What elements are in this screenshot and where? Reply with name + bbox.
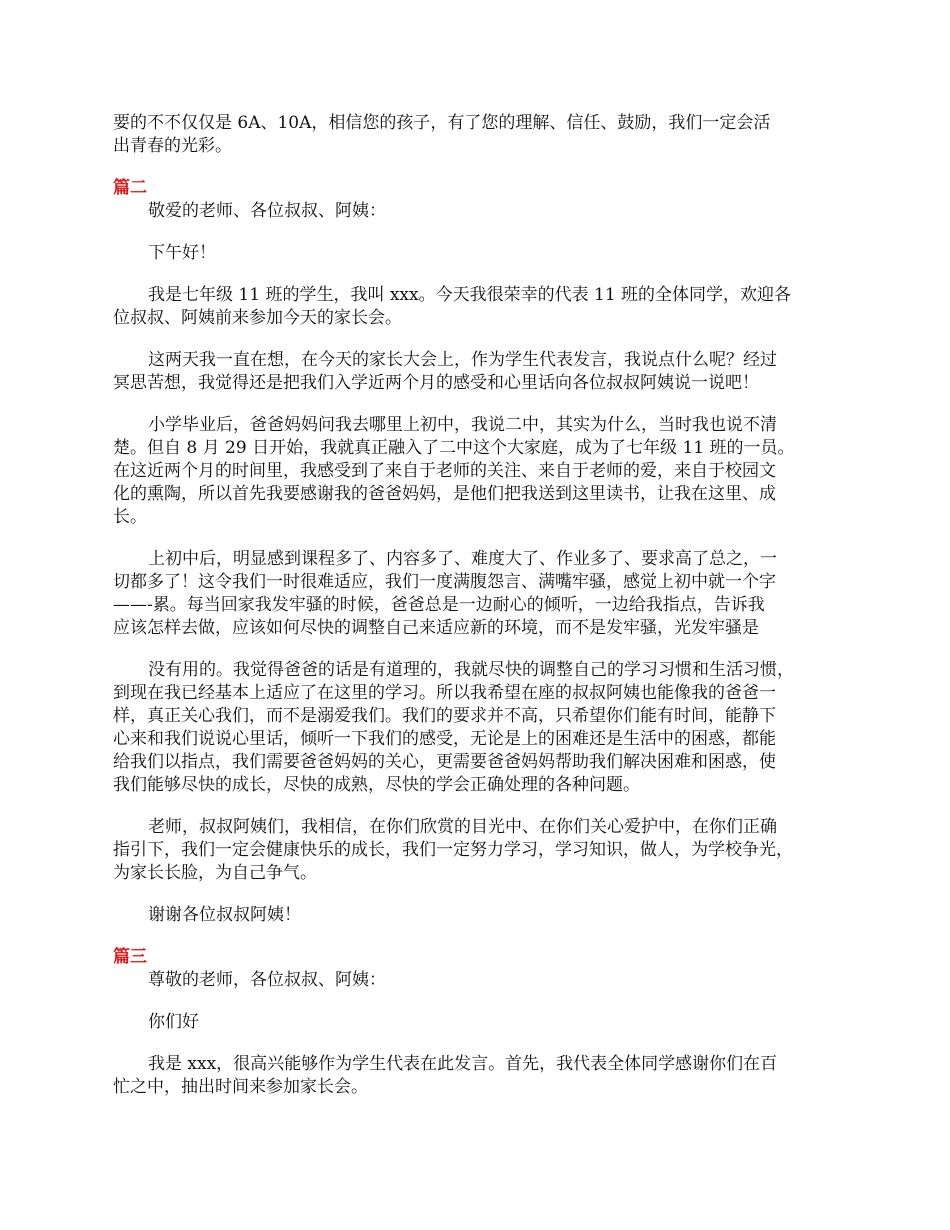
paragraph-line: 化的熏陶，所以首先我要感谢我的爸爸妈妈，是他们把我送到这里读书，让我在这里、成 xyxy=(113,484,776,504)
paragraph-line: 我是七年级 11 班的学生，我叫 xxx。今天我很荣幸的代表 11 班的全体同学，欢迎各 xyxy=(148,285,792,305)
paragraph-line: 忙之中，抽出时间来参加家长会。 xyxy=(113,1077,368,1097)
body-paragraph xyxy=(113,284,853,330)
paragraph-line: 小学毕业后，爸爸妈妈问我去哪里上初中，我说二中，其实为什么，当时我也说不清 xyxy=(148,415,777,435)
paragraph-line: 长。 xyxy=(113,507,147,527)
paragraph-line: 位叔叔、阿姨前来参加今天的家长会。 xyxy=(113,308,402,328)
paragraph-line: 给我们以指点，我们需要爸爸妈妈的关心，更需要爸爸妈妈帮助我们解决困难和困惑，使 xyxy=(113,752,776,772)
closing-paragraph xyxy=(113,904,853,927)
paragraph-line: 冥思苦想，我觉得还是把我们入学近两个月的感受和心里话向各位叔叔阿姨说一说吧！ xyxy=(113,373,759,393)
greeting-paragraph xyxy=(113,242,853,265)
paragraph-line: 这两天我一直在想，在今天的家长大会上，作为学生代表发言，我说点什么呢？经过 xyxy=(148,350,777,370)
body-paragraph xyxy=(113,414,853,529)
paragraph-line: 老师，叔叔阿姨们，我相信，在你们欣赏的目光中、在你们关心爱护中，在你们正确 xyxy=(148,817,777,837)
paragraph-line: 到现在我已经基本上适应了在这里的学习。所以我希望在座的叔叔阿姨也能像我的爸爸一 xyxy=(113,683,776,703)
paragraph-line: 心来和我们说说心里话，倾听一下我们的感受，无论是上的困难还是生活中的困惑，都能 xyxy=(113,729,776,749)
paragraph-line: 我是 xxx，很高兴能够作为学生代表在此发言。首先，我代表全体同学感谢你们在百 xyxy=(148,1054,778,1074)
paragraph-line: 尊敬的老师，各位叔叔、阿姨： xyxy=(148,970,386,990)
body-paragraph xyxy=(113,1053,853,1099)
paragraph-line: 谢谢各位叔叔阿姨！ xyxy=(148,905,301,925)
body-paragraph xyxy=(113,659,853,797)
paragraph-line: 下午好！ xyxy=(148,243,216,263)
salutation-paragraph xyxy=(113,969,853,992)
paragraph-line: 楚。但自 8 月 29 日开始，我就真正融入了二中这个大家庭，成为了七年级 11 班的一员。 xyxy=(113,438,795,458)
body-paragraph xyxy=(113,349,853,395)
paragraph-line: 要的不不仅仅是 6A、10A，相信您的孩子，有了您的理解、信任、鼓励，我们一定会活 xyxy=(113,113,771,133)
paragraph-line: 在这近两个月的时间里，我感受到了来自于老师的关注、来自于老师的爱，来自于校园文 xyxy=(113,461,776,481)
greeting-paragraph xyxy=(113,1011,853,1034)
paragraph-line: 切都多了！这令我们一时很难适应，我们一度满腹怨言、满嘴牢骚，感觉上初中就一个字 xyxy=(113,572,776,592)
paragraph-line: 应该怎样去做，应该如何尽快的调整自己来适应新的环境，而不是发牢骚，光发牢骚是 xyxy=(113,618,759,638)
paragraph-line: 我们能够尽快的成长，尽快的成熟，尽快的学会正确处理的各种问题。 xyxy=(113,775,640,795)
document-page xyxy=(113,112,853,1118)
paragraph-line: 指引下，我们一定会健康快乐的成长，我们一定努力学习，学习知识，做人，为学校争光， xyxy=(113,840,793,860)
paragraph-line: 为家长长脸，为自己争气。 xyxy=(113,863,317,883)
salutation-paragraph xyxy=(113,200,853,223)
paragraph-line: 样，真正关心我们，而不是溺爱我们。我们的要求并不高，只希望你们能有时间，能静下 xyxy=(113,706,776,726)
paragraph-line: 没有用的。我觉得爸爸的话是有道理的，我就尽快的调整自己的学习习惯和生活习惯， xyxy=(148,660,794,680)
paragraph-line: 出青春的光彩。 xyxy=(113,136,232,156)
paragraph-line: 上初中后，明显感到课程多了、内容多了、难度大了、作业多了、要求高了总之，一 xyxy=(148,549,777,569)
body-paragraph xyxy=(113,816,853,885)
section-heading-2: 篇二 xyxy=(113,178,147,198)
intro-paragraph xyxy=(113,112,853,158)
paragraph-line: ——-累。每当回家我发牢骚的时候，爸爸总是一边耐心的倾听，一边给我指点，告诉我 xyxy=(113,595,765,615)
section-heading-3: 篇三 xyxy=(113,947,147,967)
paragraph-line: 敬爱的老师、各位叔叔、阿姨： xyxy=(148,201,386,221)
body-paragraph xyxy=(113,548,853,640)
paragraph-line: 你们好 xyxy=(148,1012,199,1032)
